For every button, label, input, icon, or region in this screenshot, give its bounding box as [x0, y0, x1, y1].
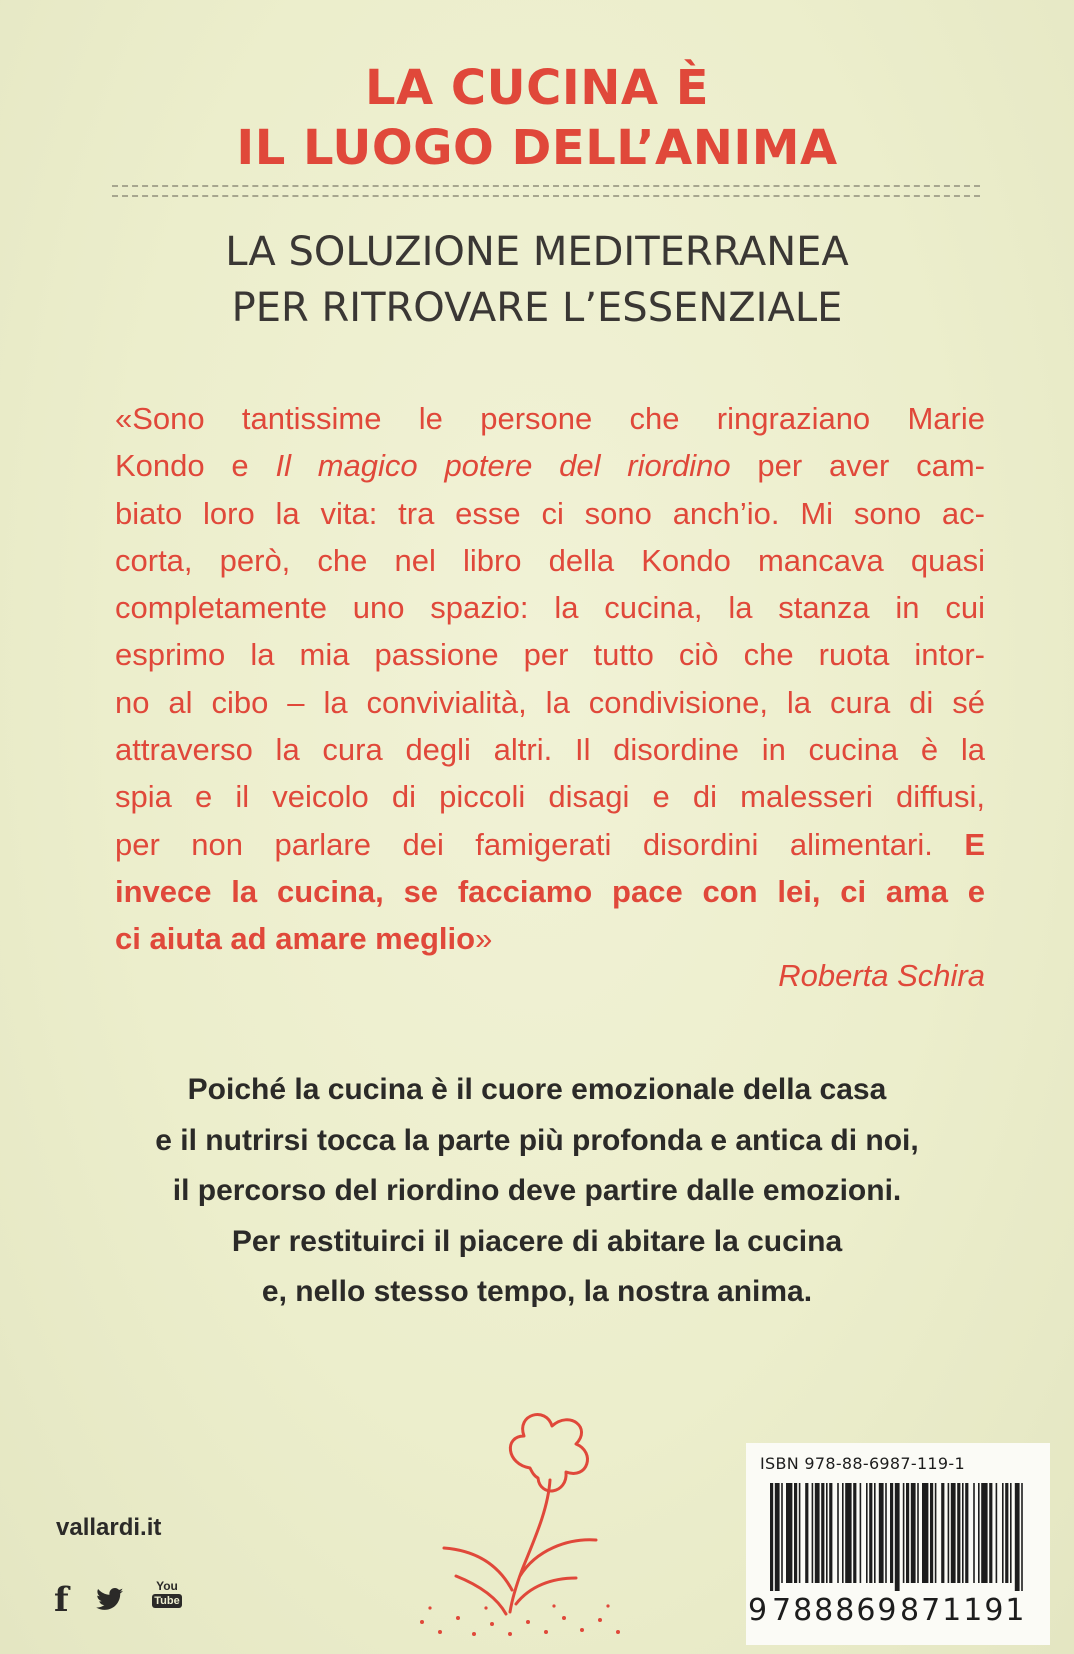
barcode-bar [812, 1483, 814, 1583]
barcode-bar [911, 1483, 916, 1583]
barcode-bar [879, 1483, 884, 1583]
barcode-bar [951, 1483, 956, 1583]
barcode-bar [770, 1483, 773, 1591]
barcode-bar [922, 1483, 928, 1583]
isbn-label: ISBN 978-88-6987-119-1 [760, 1454, 965, 1473]
quote-line: biato loro la vita: tra esse ci sono anch’io. Mi sono ac- [115, 495, 985, 531]
barcode-bar [885, 1483, 887, 1583]
publisher-website[interactable]: vallardi.it [56, 1514, 162, 1541]
quote-line: Kondo e Il magico potere del riordino per aver cam- [115, 448, 985, 484]
barcode-bar [781, 1483, 783, 1583]
facebook-icon[interactable]: f [54, 1580, 69, 1620]
blurb-line: il percorso del riordino deve partire dalle emozioni. [172, 1174, 902, 1207]
barcode-bar [853, 1483, 856, 1583]
quoted-book-title: Il magico potere del riordino [275, 448, 731, 484]
barcode-bar [805, 1483, 808, 1583]
quote-line: ci aiuta ad amare meglio» [115, 921, 493, 957]
twitter-icon[interactable] [94, 1588, 126, 1612]
quote-line: corta, però, che nel libro della Kondo mancava quasi [115, 542, 985, 578]
blurb-line: e il nutrirsi tocca la parte più profonda e antica di noi, [155, 1123, 919, 1157]
book-title [0, 58, 1074, 178]
barcode-bar [935, 1483, 937, 1583]
barcode-bar [826, 1483, 828, 1583]
barcode-bar [1021, 1483, 1023, 1591]
quote-line: spia e il veicolo di piccoli disagi e di malesseri diffusi, [115, 779, 985, 815]
barcode-bar [890, 1483, 893, 1583]
barcode-bar [962, 1483, 964, 1583]
barcode-bar [837, 1483, 839, 1583]
barcode-bar [948, 1483, 950, 1583]
barcode-bar [1010, 1483, 1012, 1583]
subtitle-line-2: PER RITROVARE L’ESSENZIALE [231, 285, 843, 331]
barcode-bar [978, 1483, 980, 1583]
barcode-bar [973, 1483, 975, 1583]
barcode-bar [981, 1483, 987, 1583]
blurb-line: Per restituirci il piacere di abitare la cucina [231, 1224, 843, 1258]
barcode-bars [760, 1483, 1036, 1591]
barcode-bar [906, 1483, 909, 1583]
title-line-1: LA CUCINA È [364, 60, 710, 116]
dashed-divider [112, 185, 980, 187]
barcode-bar [965, 1483, 968, 1583]
barcode-bar [874, 1483, 876, 1583]
barcode-bar [1002, 1483, 1004, 1583]
author-quote [115, 395, 985, 963]
barcode-bar [821, 1483, 824, 1583]
quote-line: no al cibo – la convivialità, la condivisione, la cura di sé [115, 684, 985, 720]
barcode-bar [903, 1483, 905, 1583]
quote-line: esprimo la mia passione per tutto ciò che ruota intor- [115, 637, 985, 673]
barcode-bar [794, 1483, 797, 1583]
barcode-bar [989, 1483, 992, 1583]
barcode-bar [866, 1483, 868, 1583]
barcode-bar [786, 1483, 792, 1583]
quote-line: invece la cucina, se facciamo pace con lei, ci ama e [115, 873, 985, 909]
youtube-icon[interactable]: You Tube [152, 1580, 182, 1608]
title-line-2: IL LUOGO DELL’ANIMA [236, 120, 838, 176]
barcode-bar [996, 1483, 998, 1583]
barcode-bar [930, 1483, 933, 1583]
blurb-line: Poiché la cucina è il cuore emozionale della casa [187, 1073, 887, 1106]
dashed-divider [112, 195, 980, 197]
barcode-bar [895, 1483, 900, 1591]
barcode-bar [917, 1483, 919, 1583]
isbn-barcode: ISBN 978-88-6987-119-1 9 788869 871191 [746, 1443, 1050, 1645]
barcode-bar [845, 1483, 851, 1583]
barcode-bar [957, 1483, 960, 1583]
barcode-bar [1005, 1483, 1008, 1583]
blurb-line: e, nello stesso tempo, la nostra anima. [261, 1275, 813, 1308]
barcode-bar [799, 1483, 801, 1583]
barcode-bar [1015, 1483, 1020, 1591]
barcode-bar [815, 1483, 820, 1583]
quote-line: per non parlare dei famigerati disordini alimentari. E [115, 826, 985, 862]
barcode-bar [829, 1483, 832, 1583]
quote-author: Roberta Schira [778, 958, 985, 993]
quote-line: «Sono tantissime le persone che ringraziano Marie [115, 401, 985, 436]
book-subtitle [0, 224, 1074, 336]
barcode-bar [860, 1483, 862, 1583]
barcode-bar [869, 1483, 872, 1583]
barcode-bar [941, 1483, 944, 1583]
book-blurb [0, 1065, 1074, 1318]
quote-line: completamente uno spazio: la cucina, la stanza in cui [115, 590, 985, 626]
quote-line: attraverso la cura degli altri. Il disordine in cucina è la [115, 732, 985, 768]
barcode-bar [842, 1483, 844, 1583]
subtitle-line-1: LA SOLUZIONE MEDITERRANEA [225, 229, 849, 275]
barcode-bar [775, 1483, 780, 1591]
flower-icon [400, 1400, 640, 1640]
